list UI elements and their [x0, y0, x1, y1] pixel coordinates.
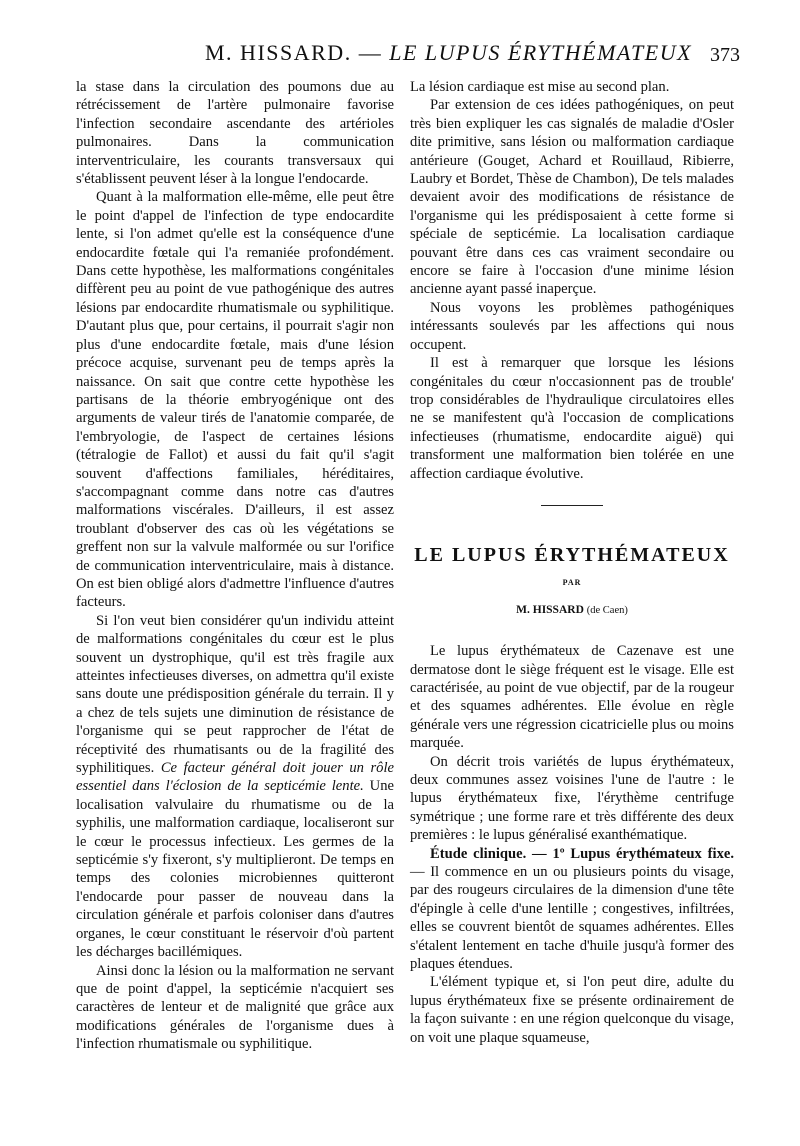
running-article-title: LE LUPUS ÉRYTHÉMATEUX	[389, 40, 693, 65]
etude-clinique-paragraph	[410, 845, 734, 974]
left-p3-italic: Ce facteur général doit jouer un rôle essentiel dans l'éclosion de la septicémie lente.	[76, 760, 394, 795]
running-header	[75, 40, 740, 74]
right-paragraph-3: Nous voyons les problèmes pathogéniques intéressants soulevés par les affections qui nous occupent.	[410, 299, 734, 353]
article-paragraph-2: On décrit trois variétés de lupus érythémateux, deux communes assez voisines l'une de l'autre : le lupus érythémateux fixe, l'érythème centrifuge symétrique ; une forme rare et très différente des deux premières : le lupus généralisé exanthématique.	[410, 753, 734, 844]
running-dash: —	[358, 40, 383, 65]
article-affiliation: (de Caen)	[586, 604, 628, 616]
left-p3-text-after: Une localisation valvulaire du rhumatisme ou de la syphilis, une malformation cardiaque, localiseront sur le cœur le processus infectieux. Les germes de la septicémie s'y fixeront, s'y multiplieront. De temps en temps des colonies microbiennes quitteront l'endocarde pour passer de nouveau dans la circulation générale et parfois coloniser dans d'autres organes, le cœur constituant le réservoir d'où partent les décharges bacillémiques.	[76, 778, 394, 961]
article-author-line	[410, 601, 734, 620]
article-paragraph-last: L'élément typique et, si l'on peut dire, adulte du lupus érythémateux fixe se présente ordinairement de la façon suivante : en une région quelconque du visage, on voit une plaque squameuse,	[410, 974, 734, 1046]
running-author: M. HISSARD.	[205, 40, 352, 65]
left-p3-text: Si l'on veut bien considérer qu'un individu atteint de malformations congénitales du cœur est le plus souvent un dystrophique, qu'il est très fragile aux atteintes infectieuses diverses, on admettra qu'il existe sans doute une prédisposition générale du terrain. Il y a chez de tels sujets une diminution de résistance de l'organisme qui se peut rapprocher de l'état de réceptivité des rhumatisants ou de la fragilité des syphilitiques.	[76, 612, 394, 777]
article-paragraph-1: Le lupus érythémateux de Cazenave est une dermatose dont le siège fréquent est le visage. Elle est caractérisée, au point de vue objectif, par de la rougeur et des squames adhérentes. Elle évolue en règle générale vers une régression cicatricielle plus ou moins marquée.	[410, 643, 734, 752]
article-title: LE LUPUS ÉRYTHÉMATEUX	[414, 543, 730, 566]
article-author: M. HISSARD	[516, 603, 584, 616]
section-divider	[541, 505, 603, 506]
left-paragraph-1: la stase dans la circulation des poumons due au rétrécissement de l'artère pulmonaire favorise l'infection secondaire ascendante des artérioles pulmonaires. Dans la communication interventriculaire, les courants transversaux qui s'établissent peuvent léser à la longue l'endocarde.	[76, 79, 394, 188]
right-paragraph-1: La lésion cardiaque est mise au second plan.	[410, 79, 670, 95]
right-column	[410, 78, 734, 1047]
left-paragraph-2: Quant à la malformation elle-même, elle peut être le point d'appel de l'infection de type endocardite lente, si l'on admet qu'elle est la conséquence d'une endocardite fœtale qui l'a remaniée profondément. Dans cette hypothèse, les malformations congénitales diffèrent peu au point de vue pathogénique des autres lésions par endocardite rhumatismale ou syphilitique. D'autant plus que, pour certains, il pourrait s'agir non plus d'une endocardite fœtale, mais d'une lésion précoce acquise, survenant peu de temps après la naissance. On sait que contre cette hypothèse les partisans de la théorie embryogénique ont des arguments de valeur tirés de l'anatomie comparée, de l'embryologie, de l'aspect de certaines lésions (tétralogie de Fallot) et aussi du fait qu'il s'agit souvent d'affections familiales, héréditaires, s'accompagnant comme dans notre cas d'autres malformations viscérales. D'ailleurs, il est assez troublant d'observer des cas où les végétations se greffent non sur la valvule malformée ou sur l'orifice de communication interventriculaire, mais à distance. On est bien obligé alors d'admettre l'influence d'autres facteurs.	[76, 189, 394, 611]
right-paragraph-2: Par extension de ces idées pathogéniques, on peut très bien expliquer les cas signalés de maladie d'Osler dite primitive, sans lésion ou malformation cardiaque antérieure (Gouget, Achard et Rouillaud, Ribierre, Laubry et Bordet, Thèse de Chambon), De tels malades devaient avoir des modifications de résistance de l'organisme qui les prédisposaient à cette forme si spéciale de septicémie. La localisation cardiaque pouvant être dans ces cas vraiment secondaire ou encore se faire à l'occasion d'une minime lésion ancienne ayant passé inaperçue.	[410, 97, 734, 298]
page-number: 373	[710, 44, 740, 66]
etude-text: — Il commence en un ou plusieurs points du visage, par des rougeurs circulaires de la dimension d'une tête d'épingle à celle d'une lentille ; congestives, infiltrées, elles se couvrent bientôt de squames adhérentes. Elles s'étalent lentement en tache d'huile jusqu'à former des plaques étendues.	[410, 864, 734, 973]
left-paragraph-4: Ainsi donc la lésion ou la malformation ne servant que de point d'appel, la septicémie n'acquiert ses caractères de lenteur et de malignité que grâce aux modifications générales de l'organisme dues à l'infection rhumatismale ou syphilitique.	[76, 962, 394, 1053]
article-par: PAR	[562, 578, 582, 588]
running-title	[205, 40, 692, 66]
right-paragraph-4: Il est à remarquer que lorsque les lésions congénitales du cœur n'occasionnent pas de trouble' trop considérables de l'hydraulique circulatoires elles ne se manifestent qu'à l'occasion de complications infectieuses (rhumatisme, endocardite aiguë) qui transforment une malformation bien tolérée en une affection cardiaque évolutive.	[410, 355, 734, 482]
left-column	[76, 78, 394, 1054]
left-paragraph-3	[76, 612, 394, 962]
etude-heading: Étude clinique. — 1º Lupus érythémateux fixe.	[430, 845, 734, 862]
